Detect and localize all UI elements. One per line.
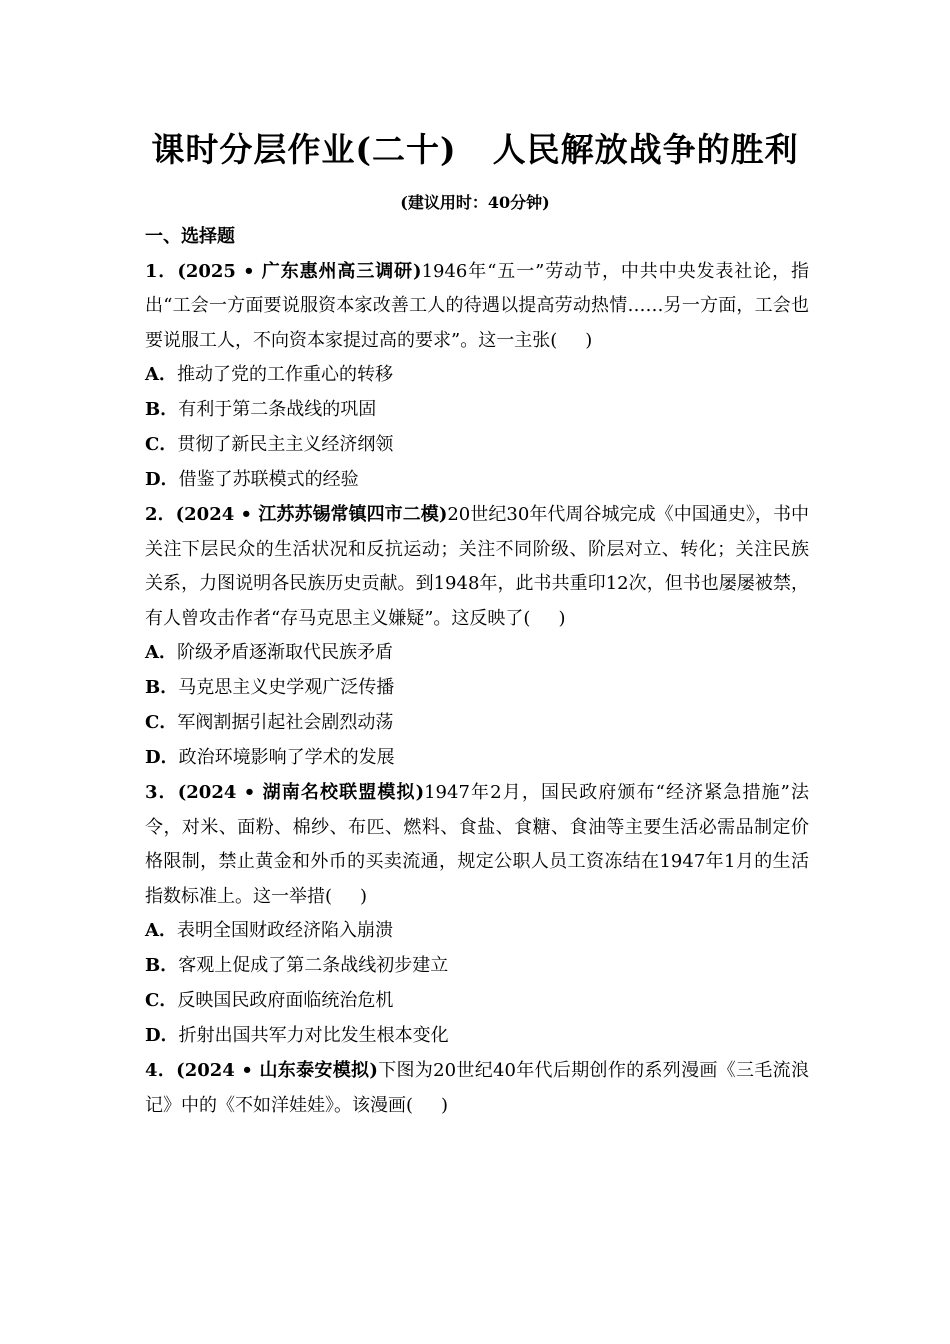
question-3-number: 3．	[145, 782, 178, 803]
question-2-stem	[145, 498, 809, 636]
question-2-number: 2．	[145, 504, 176, 525]
option-label: A．	[145, 920, 177, 941]
question-2-option-a[interactable]	[145, 636, 809, 671]
question-1-close: )	[585, 329, 593, 351]
question-3-option-d[interactable]	[145, 1019, 809, 1054]
question-3-option-b[interactable]	[145, 949, 809, 984]
option-label: D．	[145, 747, 179, 768]
option-label: D．	[145, 469, 179, 490]
question-2-close: )	[558, 607, 566, 629]
question-2-option-b[interactable]	[145, 671, 809, 706]
question-3-stem	[145, 776, 809, 914]
option-label: B．	[145, 955, 179, 976]
page-title	[0, 124, 950, 171]
question-1-option-a[interactable]	[145, 358, 809, 393]
time-suggestion: (建议用时：40分钟)	[400, 193, 550, 212]
question-1-option-b[interactable]	[145, 393, 809, 428]
question-2-option-c[interactable]	[145, 706, 809, 741]
question-1-source: (2025 • 广东惠州高三调研)	[177, 260, 422, 282]
question-4	[145, 1054, 809, 1123]
question-4-source: (2024 • 山东泰安模拟)	[176, 1060, 378, 1081]
title-left: 课时分层作业(二十)	[151, 130, 457, 169]
question-3-option-a[interactable]	[145, 914, 809, 949]
question-3	[145, 776, 809, 1054]
option-label: C．	[145, 434, 178, 455]
option-label: C．	[145, 990, 178, 1011]
question-4-number: 4．	[145, 1060, 177, 1081]
option-text: 客观上促成了第二条战线初步建立	[178, 955, 449, 976]
option-text: 折射出国共军力对比发生根本变化	[178, 1025, 449, 1046]
question-2-text: 20世纪30年代周谷城完成《中国通史》，书中关注下层民众的生活状况和反抗运动；关注不同阶级、阶层对立、转化；关注民族关系，力图说明各民族历史贡献。到1948年，此书共重印12次，但书也屡屡被禁，有人曾攻击作者“存马克思主义嫌疑”。这反映了(	[145, 504, 810, 629]
option-label: A．	[145, 642, 177, 663]
question-4-stem	[145, 1054, 809, 1123]
option-text: 政治环境影响了学术的发展	[178, 747, 395, 768]
question-1-text: 1946年“五一”劳动节，中共中央发表社论，指出“工会一方面要说服资本家改善工人的待遇以提高劳动热情……另一方面，工会也要说服工人，不向资本家提过高的要求”。这一主张(	[145, 260, 809, 351]
title-right: 人民解放战争的胜利	[492, 130, 799, 169]
question-4-close: )	[441, 1094, 449, 1116]
option-label: C．	[145, 712, 178, 733]
option-text: 借鉴了苏联模式的经验	[178, 469, 359, 490]
question-2-source: (2024 • 江苏苏锡常镇四市二模)	[175, 504, 448, 525]
option-text: 贯彻了新民主主义经济纲领	[177, 434, 394, 455]
option-text: 推动了党的工作重心的转移	[176, 364, 393, 385]
option-text: 马克思主义史学观广泛传播	[178, 677, 395, 698]
question-1-stem	[145, 255, 809, 359]
option-label: D．	[145, 1025, 179, 1046]
question-2	[145, 498, 809, 776]
question-3-text: 1947年2月，国民政府颁布“经济紧急措施”法令，对米、面粉、棉纱、布匹、燃料、食盐、食糖、食油等主要生活必需品制定价格限制，禁止黄金和外币的买卖流通，规定公职人员工资冻结在1947年1月的生活指数标准上。这一举措(	[145, 782, 809, 907]
option-label: A．	[145, 364, 177, 385]
question-1-option-c[interactable]	[145, 428, 809, 463]
question-list	[145, 220, 809, 1123]
option-text: 反映国民政府面临统治危机	[177, 990, 394, 1011]
question-3-source: (2024 • 湖南名校联盟模拟)	[177, 782, 425, 803]
question-2-option-d[interactable]	[145, 741, 809, 776]
question-1-option-d[interactable]	[145, 463, 809, 498]
option-label: B．	[145, 677, 179, 698]
option-text: 表明全国财政经济陷入崩溃	[176, 920, 393, 941]
section-heading: 一、选择题	[145, 226, 235, 247]
question-3-close: )	[360, 885, 368, 907]
option-text: 阶级矛盾逐渐取代民族矛盾	[176, 642, 393, 663]
option-text: 军阀割据引起社会剧烈动荡	[177, 712, 394, 733]
question-3-option-c[interactable]	[145, 984, 809, 1019]
question-1	[145, 255, 809, 499]
option-text: 有利于第二条战线的巩固	[178, 399, 377, 420]
question-4-text: 下图为20世纪40年代后期创作的系列漫画《三毛流浪记》中的《不如洋娃娃》。该漫画(	[145, 1060, 810, 1116]
question-1-number: 1．	[145, 260, 178, 282]
option-label: B．	[145, 399, 179, 420]
